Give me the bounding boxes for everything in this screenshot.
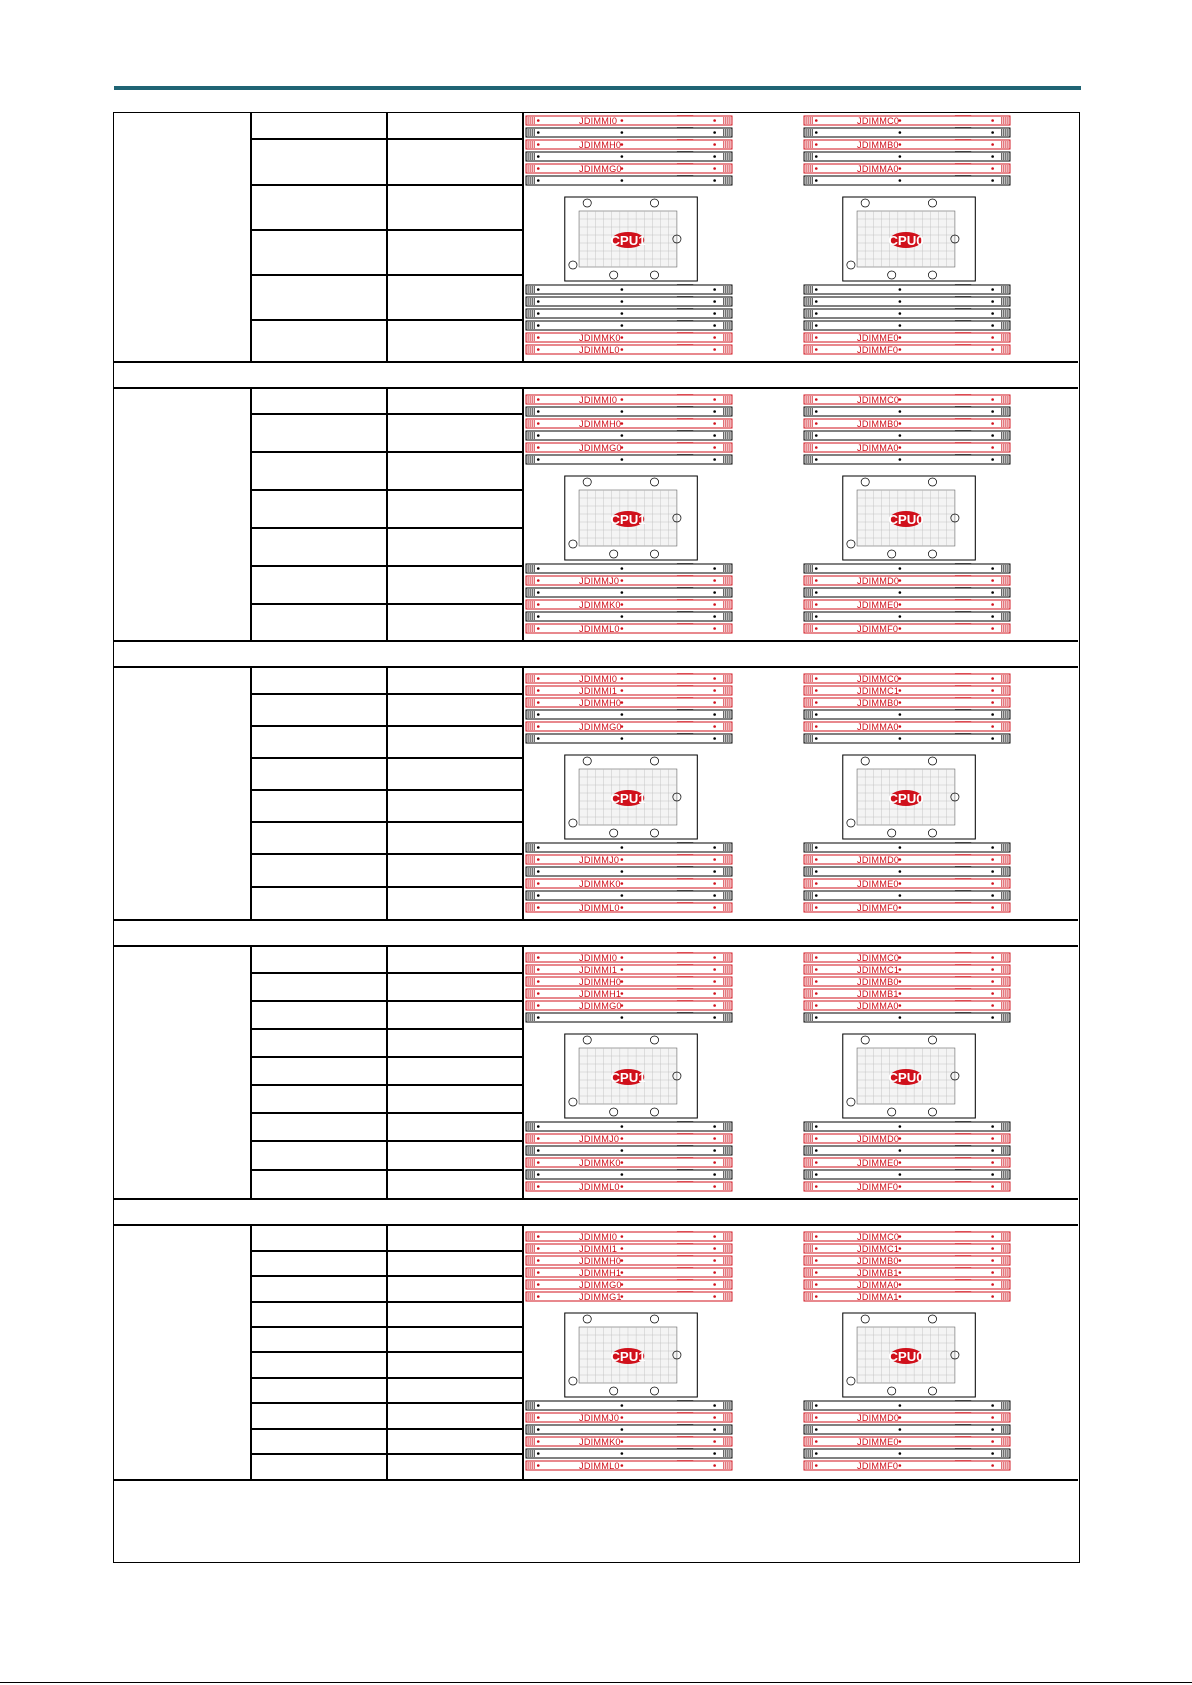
- dimm-slot-populated: [526, 722, 732, 732]
- dimm-slot-empty: [804, 128, 1010, 138]
- cell-divider: [250, 1326, 522, 1328]
- dimm-slot-label: JDIMML0: [579, 345, 620, 355]
- dimm-slot-label: JDIMML0: [579, 624, 620, 634]
- dimm-slot-label: JDIMMG0: [579, 1280, 622, 1290]
- dimm-slot-label: JDIMMF0: [857, 345, 899, 355]
- dimm-slot-label: JDIMMJ0: [579, 1134, 620, 1144]
- cpu-socket: [843, 1313, 976, 1397]
- cell-divider: [250, 725, 522, 727]
- cpu-label: CPU0: [888, 791, 924, 806]
- dimm-slot-populated: [804, 345, 1010, 355]
- cell-divider: [250, 1112, 522, 1114]
- dimm-slot-label: JDIMME0: [857, 1437, 899, 1447]
- footer-rule: [0, 1682, 1192, 1683]
- dimm-slot-populated: [804, 686, 1010, 696]
- dimm-slot-empty: [804, 1013, 1010, 1023]
- cpu-label: CPU1: [610, 1070, 646, 1085]
- dimm-slot-populated: [526, 879, 732, 889]
- table-col-divider: [250, 113, 252, 361]
- dimm-slot-populated: [804, 1001, 1010, 1011]
- dimm-slot-label: JDIMMG0: [579, 443, 622, 453]
- dimm-slot-label: JDIMMC1: [857, 965, 900, 975]
- cpu0-dimm-diagram: [802, 113, 1012, 359]
- dimm-slot-populated: [804, 674, 1010, 684]
- dimm-slot-populated: [526, 576, 732, 586]
- dimm-slot-empty: [526, 867, 732, 877]
- table-col-divider: [250, 946, 252, 1198]
- dimm-slot-populated: [526, 333, 732, 343]
- dimm-slot-label: JDIMMJ0: [579, 576, 620, 586]
- dimm-slot-label: JDIMMG1: [579, 1292, 622, 1302]
- dimm-slot-empty: [804, 309, 1010, 319]
- cpu-socket: [843, 476, 976, 560]
- dimm-slot-populated: [526, 1001, 732, 1011]
- table-row-divider: [114, 361, 1078, 363]
- dimm-slot-empty: [804, 734, 1010, 744]
- dimm-slot-label: JDIMMD0: [857, 576, 900, 586]
- dimm-slot-label: JDIMMJ0: [579, 855, 620, 865]
- cell-divider: [250, 1301, 522, 1303]
- cpu-label: CPU0: [888, 512, 924, 527]
- dimm-slot-populated: [526, 419, 732, 429]
- dimm-slot-label: JDIMMK0: [579, 879, 621, 889]
- cell-divider: [250, 565, 522, 567]
- dimm-slot-label: JDIMMK0: [579, 1158, 621, 1168]
- dimm-slot-populated: [804, 1292, 1010, 1302]
- cell-divider: [250, 1377, 522, 1379]
- dimm-slot-populated: [526, 1280, 732, 1290]
- table-row-divider: [114, 1479, 1078, 1481]
- dimm-slot-populated: [526, 1256, 732, 1266]
- dimm-slot-empty: [526, 1146, 732, 1156]
- dimm-slot-empty: [526, 1170, 732, 1180]
- dimm-slot-empty: [804, 843, 1010, 853]
- cell-divider: [250, 757, 522, 759]
- dimm-slot-populated: [526, 686, 732, 696]
- dimm-slot-empty: [804, 1170, 1010, 1180]
- dimm-slot-empty: [526, 407, 732, 417]
- cell-divider: [250, 274, 522, 276]
- dimm-slot-populated: [526, 1292, 732, 1302]
- dimm-slot-populated: [804, 419, 1010, 429]
- dimm-slot-populated: [526, 855, 732, 865]
- table-row-divider: [114, 1224, 1078, 1226]
- dimm-slot-empty: [526, 1013, 732, 1023]
- table-row-divider: [114, 387, 1078, 389]
- dimm-slot-empty: [526, 588, 732, 598]
- dimm-slot-label: JDIMMA0: [857, 164, 899, 174]
- dimm-slot-empty: [804, 431, 1010, 441]
- cell-divider: [250, 972, 522, 974]
- dimm-slot-populated: [526, 1158, 732, 1168]
- dimm-slot-empty: [526, 455, 732, 465]
- dimm-slot-populated: [804, 879, 1010, 889]
- cpu-socket: [843, 1034, 976, 1118]
- cpu-socket: [565, 1313, 698, 1397]
- table-row-divider: [114, 1198, 1078, 1200]
- table-col-divider: [386, 667, 388, 919]
- cell-divider: [250, 229, 522, 231]
- dimm-slot-populated: [526, 443, 732, 453]
- cpu-socket: [565, 1034, 698, 1118]
- dimm-slot-empty: [526, 128, 732, 138]
- dimm-slot-empty: [526, 1449, 732, 1459]
- table-col-divider: [386, 946, 388, 1198]
- dimm-slot-label: JDIMMA0: [857, 1280, 899, 1290]
- cell-divider: [250, 1140, 522, 1142]
- dimm-slot-populated: [804, 1268, 1010, 1278]
- cpu0-dimm-diagram: [802, 392, 1012, 638]
- dimm-slot-empty: [526, 176, 732, 186]
- dimm-slot-populated: [526, 674, 732, 684]
- cpu-socket: [565, 476, 698, 560]
- dimm-slot-populated: [526, 1437, 732, 1447]
- dimm-slot-populated: [804, 1232, 1010, 1242]
- dimm-slot-label: JDIMMA0: [857, 722, 899, 732]
- dimm-slot-label: JDIMMH1: [579, 1268, 622, 1278]
- dimm-slot-populated: [804, 989, 1010, 999]
- dimm-slot-populated: [526, 1134, 732, 1144]
- dimm-slot-populated: [804, 1158, 1010, 1168]
- cpu1-dimm-diagram: [524, 671, 734, 917]
- dimm-slot-label: JDIMMB0: [857, 1256, 899, 1266]
- cpu0-dimm-diagram: [802, 1229, 1012, 1475]
- dimm-slot-label: JDIMMA1: [857, 1292, 899, 1302]
- table-col-divider: [250, 667, 252, 919]
- dimm-slot-empty: [526, 1122, 732, 1132]
- dimm-slot-populated: [526, 953, 732, 963]
- dimm-slot-label: JDIMMI0: [579, 953, 618, 963]
- cell-divider: [250, 1351, 522, 1353]
- dimm-slot-empty: [804, 321, 1010, 331]
- cell-divider: [250, 1169, 522, 1171]
- dimm-slot-empty: [526, 891, 732, 901]
- dimm-slot-empty: [804, 455, 1010, 465]
- dimm-slot-populated: [526, 624, 732, 634]
- cell-divider: [250, 1453, 522, 1455]
- cpu1-dimm-diagram: [524, 950, 734, 1196]
- dimm-slot-label: JDIMMH0: [579, 140, 622, 150]
- cpu-socket: [565, 755, 698, 839]
- dimm-slot-empty: [526, 152, 732, 162]
- dimm-slot-populated: [804, 698, 1010, 708]
- dimm-slot-label: JDIMMB0: [857, 140, 899, 150]
- cell-divider: [250, 413, 522, 415]
- dimm-population-table: [113, 112, 1080, 1563]
- dimm-slot-label: JDIMMG0: [579, 722, 622, 732]
- cpu-label: CPU0: [888, 1070, 924, 1085]
- cpu-socket: [565, 197, 698, 281]
- cell-divider: [250, 138, 522, 140]
- dimm-slot-label: JDIMMA0: [857, 443, 899, 453]
- dimm-slot-label: JDIMMB1: [857, 1268, 899, 1278]
- dimm-slot-populated: [804, 1256, 1010, 1266]
- dimm-slot-populated: [804, 576, 1010, 586]
- dimm-slot-empty: [804, 407, 1010, 417]
- dimm-slot-populated: [804, 1134, 1010, 1144]
- cpu0-dimm-diagram: [802, 950, 1012, 1196]
- dimm-slot-populated: [804, 1244, 1010, 1254]
- dimm-slot-populated: [526, 140, 732, 150]
- dimm-slot-label: JDIMMB0: [857, 977, 899, 987]
- cell-divider: [250, 603, 522, 605]
- header-rule: [114, 86, 1081, 90]
- dimm-slot-empty: [526, 564, 732, 574]
- dimm-slot-label: JDIMML0: [579, 1182, 620, 1192]
- dimm-slot-populated: [526, 345, 732, 355]
- dimm-slot-populated: [804, 903, 1010, 913]
- dimm-slot-populated: [526, 395, 732, 405]
- dimm-slot-populated: [804, 1461, 1010, 1471]
- cpu-label: CPU1: [610, 1349, 646, 1364]
- dimm-slot-label: JDIMMC0: [857, 953, 900, 963]
- dimm-slot-empty: [526, 309, 732, 319]
- dimm-slot-empty: [804, 867, 1010, 877]
- dimm-slot-label: JDIMMK0: [579, 1437, 621, 1447]
- dimm-slot-populated: [526, 1268, 732, 1278]
- dimm-slot-populated: [804, 164, 1010, 174]
- dimm-slot-empty: [804, 176, 1010, 186]
- dimm-slot-label: JDIMMG0: [579, 164, 622, 174]
- dimm-slot-label: JDIMMG0: [579, 1001, 622, 1011]
- cell-divider: [250, 1275, 522, 1277]
- dimm-slot-populated: [526, 1413, 732, 1423]
- dimm-slot-empty: [804, 1425, 1010, 1435]
- cell-divider: [250, 1000, 522, 1002]
- dimm-slot-empty: [526, 285, 732, 295]
- dimm-slot-label: JDIMMI0: [579, 395, 618, 405]
- cell-divider: [250, 693, 522, 695]
- dimm-slot-label: JDIMMA0: [857, 1001, 899, 1011]
- cell-divider: [250, 1428, 522, 1430]
- dimm-slot-empty: [526, 297, 732, 307]
- cpu-label: CPU0: [888, 1349, 924, 1364]
- dimm-slot-label: JDIMMF0: [857, 903, 899, 913]
- dimm-slot-populated: [804, 977, 1010, 987]
- dimm-slot-populated: [526, 977, 732, 987]
- dimm-slot-label: JDIMMF0: [857, 1182, 899, 1192]
- dimm-slot-label: JDIMMK0: [579, 600, 621, 610]
- dimm-slot-populated: [804, 1413, 1010, 1423]
- dimm-slot-label: JDIMMC1: [857, 1244, 900, 1254]
- dimm-slot-label: JDIMMK0: [579, 333, 621, 343]
- dimm-slot-label: JDIMMC0: [857, 674, 900, 684]
- dimm-slot-label: JDIMMH0: [579, 419, 622, 429]
- dimm-slot-empty: [526, 321, 732, 331]
- dimm-slot-label: JDIMMC0: [857, 116, 900, 126]
- dimm-slot-populated: [804, 600, 1010, 610]
- cell-divider: [250, 886, 522, 888]
- cpu-label: CPU1: [610, 233, 646, 248]
- cell-divider: [250, 1084, 522, 1086]
- dimm-slot-label: JDIMMB1: [857, 989, 899, 999]
- dimm-slot-label: JDIMMD0: [857, 1413, 900, 1423]
- table-col-divider: [386, 113, 388, 361]
- dimm-slot-populated: [526, 965, 732, 975]
- cpu0-dimm-diagram: [802, 671, 1012, 917]
- dimm-slot-populated: [804, 140, 1010, 150]
- dimm-slot-empty: [804, 1122, 1010, 1132]
- dimm-slot-populated: [804, 1280, 1010, 1290]
- cell-divider: [250, 821, 522, 823]
- dimm-slot-label: JDIMMI0: [579, 674, 618, 684]
- dimm-slot-label: JDIMMB0: [857, 419, 899, 429]
- dimm-slot-empty: [526, 1425, 732, 1435]
- cell-divider: [250, 1028, 522, 1030]
- dimm-slot-label: JDIMMH0: [579, 1256, 622, 1266]
- dimm-slot-empty: [526, 1401, 732, 1411]
- dimm-slot-populated: [526, 1244, 732, 1254]
- dimm-slot-populated: [804, 722, 1010, 732]
- dimm-slot-populated: [804, 965, 1010, 975]
- dimm-slot-label: JDIMML0: [579, 1461, 620, 1471]
- dimm-slot-empty: [804, 612, 1010, 622]
- dimm-slot-label: JDIMMI0: [579, 1232, 618, 1242]
- cpu-label: CPU0: [888, 233, 924, 248]
- dimm-slot-empty: [526, 710, 732, 720]
- dimm-slot-label: JDIMMI0: [579, 116, 618, 126]
- dimm-slot-label: JDIMMI1: [579, 965, 618, 975]
- dimm-slot-label: JDIMMH1: [579, 989, 622, 999]
- dimm-slot-populated: [804, 395, 1010, 405]
- dimm-slot-label: JDIMMB0: [857, 698, 899, 708]
- cell-divider: [250, 489, 522, 491]
- dimm-slot-populated: [526, 1232, 732, 1242]
- dimm-slot-label: JDIMMF0: [857, 1461, 899, 1471]
- dimm-slot-populated: [804, 953, 1010, 963]
- dimm-slot-empty: [804, 1449, 1010, 1459]
- cpu1-dimm-diagram: [524, 113, 734, 359]
- cell-divider: [250, 451, 522, 453]
- dimm-slot-populated: [804, 333, 1010, 343]
- dimm-slot-populated: [526, 903, 732, 913]
- dimm-slot-label: JDIMMH0: [579, 698, 622, 708]
- dimm-slot-empty: [804, 710, 1010, 720]
- dimm-slot-label: JDIMMJ0: [579, 1413, 620, 1423]
- dimm-slot-populated: [526, 116, 732, 126]
- dimm-slot-populated: [526, 698, 732, 708]
- cpu-label: CPU1: [610, 512, 646, 527]
- dimm-slot-populated: [804, 116, 1010, 126]
- cell-divider: [250, 789, 522, 791]
- cpu1-dimm-diagram: [524, 392, 734, 638]
- dimm-slot-empty: [526, 612, 732, 622]
- cell-divider: [250, 319, 522, 321]
- dimm-slot-label: JDIMMI1: [579, 1244, 618, 1254]
- cell-divider: [250, 1250, 522, 1252]
- dimm-slot-label: JDIMME0: [857, 333, 899, 343]
- dimm-slot-empty: [526, 734, 732, 744]
- dimm-slot-empty: [804, 1146, 1010, 1156]
- dimm-slot-empty: [526, 843, 732, 853]
- cell-divider: [250, 1402, 522, 1404]
- cpu-socket: [843, 755, 976, 839]
- dimm-slot-populated: [804, 443, 1010, 453]
- dimm-slot-label: JDIMME0: [857, 1158, 899, 1168]
- cell-divider: [250, 1056, 522, 1058]
- table-row-divider: [114, 640, 1078, 642]
- cpu-socket: [843, 197, 976, 281]
- dimm-slot-label: JDIMMC0: [857, 395, 900, 405]
- dimm-slot-empty: [526, 431, 732, 441]
- dimm-slot-empty: [804, 297, 1010, 307]
- dimm-slot-populated: [526, 989, 732, 999]
- dimm-slot-empty: [804, 891, 1010, 901]
- dimm-slot-populated: [804, 855, 1010, 865]
- table-row-divider: [114, 945, 1078, 947]
- dimm-slot-label: JDIMME0: [857, 600, 899, 610]
- dimm-slot-label: JDIMMC0: [857, 1232, 900, 1242]
- dimm-slot-label: JDIMML0: [579, 903, 620, 913]
- cpu-label: CPU1: [610, 791, 646, 806]
- dimm-slot-label: JDIMMC1: [857, 686, 900, 696]
- dimm-slot-populated: [804, 624, 1010, 634]
- dimm-slot-label: JDIMMI1: [579, 686, 618, 696]
- dimm-slot-label: JDIMMD0: [857, 1134, 900, 1144]
- dimm-slot-populated: [526, 1461, 732, 1471]
- dimm-slot-populated: [526, 1182, 732, 1192]
- table-row-divider: [114, 919, 1078, 921]
- dimm-slot-populated: [526, 600, 732, 610]
- dimm-slot-empty: [804, 152, 1010, 162]
- dimm-slot-populated: [804, 1182, 1010, 1192]
- dimm-slot-empty: [804, 1401, 1010, 1411]
- table-row-divider: [114, 666, 1078, 668]
- dimm-slot-populated: [526, 164, 732, 174]
- dimm-slot-label: JDIMME0: [857, 879, 899, 889]
- dimm-slot-populated: [804, 1437, 1010, 1447]
- cell-divider: [250, 853, 522, 855]
- dimm-slot-label: JDIMMD0: [857, 855, 900, 865]
- dimm-slot-empty: [804, 285, 1010, 295]
- dimm-slot-empty: [804, 588, 1010, 598]
- cell-divider: [250, 527, 522, 529]
- dimm-slot-empty: [804, 564, 1010, 574]
- dimm-slot-label: JDIMMH0: [579, 977, 622, 987]
- cpu1-dimm-diagram: [524, 1229, 734, 1475]
- dimm-slot-label: JDIMMF0: [857, 624, 899, 634]
- cell-divider: [250, 184, 522, 186]
